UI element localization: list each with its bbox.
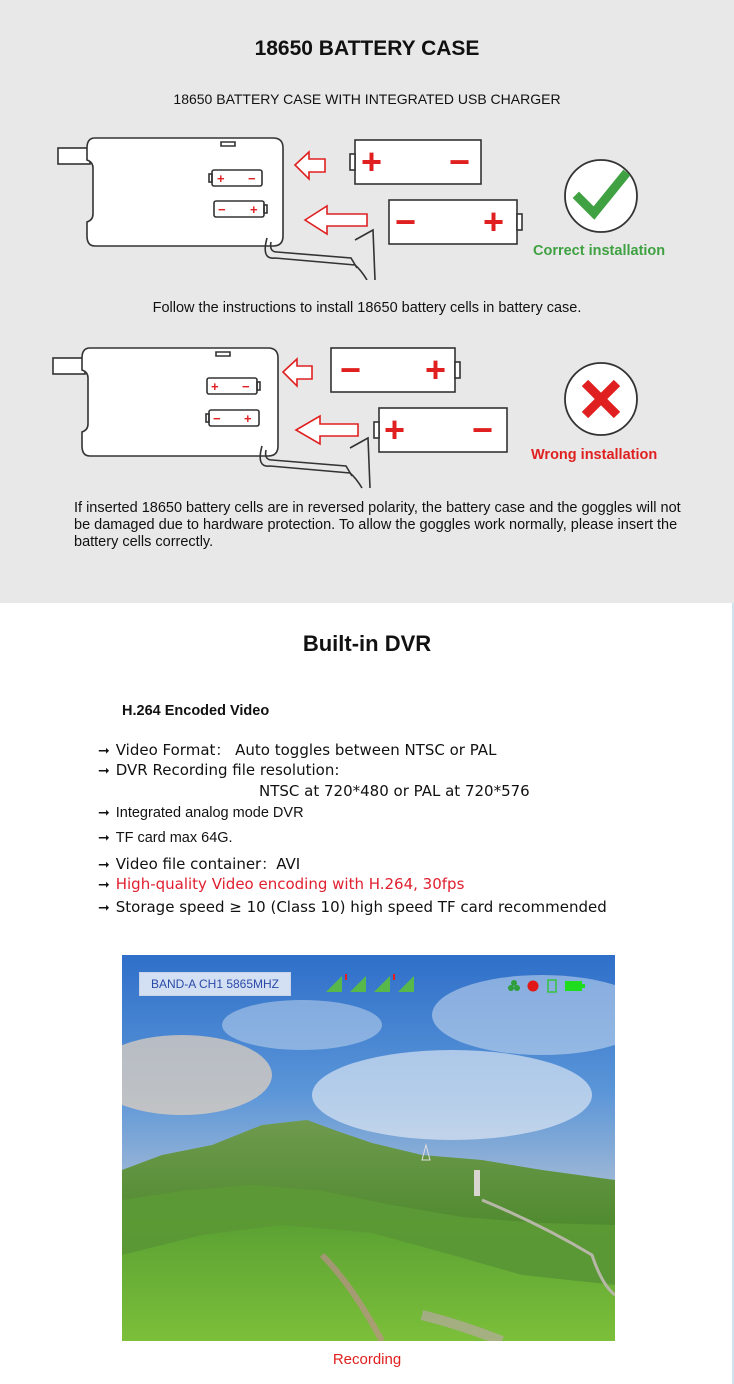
svg-text:+: + [483,201,505,242]
svg-text:−: − [218,202,226,217]
landscape-image [122,955,615,1341]
correct-installation-label: Correct installation [533,243,666,259]
arrow-icon: ➞ [98,857,110,873]
svg-text:−: − [248,171,256,186]
feature-item: ➞ Storage speed ≥ 10 (Class 10) high speed TF card recommended [98,898,607,916]
install-instruction: Follow the instructions to install 18650 battery cells in battery case. [152,300,582,316]
dvr-heading: H.264 Encoded Video [122,703,270,719]
svg-text:+: + [244,411,252,426]
arrow-icon: ➞ [98,743,110,759]
battery-title: 18650 BATTERY CASE [254,37,480,60]
dvr-recording-screenshot [122,955,615,1341]
wrong-installation-label: Wrong installation [531,447,658,463]
arrow-icon: ➞ [98,900,110,916]
polarity-warning: If inserted 18650 battery cells are in reversed polarity, the battery case and the goggles will not be damaged due to hardware protection. To allow the goggles work normally, please insert the battery cells correctly. [74,500,681,550]
check-icon [563,158,639,234]
svg-text:+: + [361,141,383,182]
wrong-installation-diagram [50,340,530,490]
svg-text:−: − [213,411,221,426]
recording-caption: Recording [332,1351,402,1368]
feature-item: ➞ Integrated analog mode DVR [98,805,304,821]
svg-text:+: + [425,349,447,390]
status-icons [507,979,589,993]
svg-text:+: + [250,202,258,217]
feature-item-continued: NTSC at 720*480 or PAL at 720*576 [259,782,530,800]
feature-item: ➞ Video file container：AVI [98,855,301,873]
svg-text:+: + [384,409,406,450]
signal-strength-icon [320,972,418,994]
svg-text:−: − [242,379,250,394]
battery-section [0,0,734,603]
svg-text:−: − [395,201,417,242]
correct-installation-diagram [55,130,535,280]
arrow-icon: ➞ [98,830,110,846]
dvr-title: Built-in DVR [302,631,432,656]
svg-text:+: + [217,171,225,186]
feature-item: ➞ TF card max 64G. [98,830,233,846]
svg-text:−: − [449,141,471,182]
svg-text:−: − [340,349,362,390]
feature-item: ➞ DVR Recording file resolution: [98,761,340,779]
feature-item-highlight: ➞ High-quality Video encoding with H.264, 30fps [98,875,465,893]
osd-band-channel: BAND-A CH1 5865MHZ [139,972,291,996]
battery-subtitle: 18650 BATTERY CASE WITH INTEGRATED USB CHARGER [173,91,561,107]
feature-item: ➞ Video Format： Auto toggles between NTSC or PAL [98,741,497,759]
arrow-icon: ➞ [98,805,110,821]
arrow-icon: ➞ [98,763,110,779]
arrow-icon: ➞ [98,877,110,893]
svg-text:−: − [472,409,494,450]
cross-icon [563,361,639,437]
svg-text:+: + [211,379,219,394]
